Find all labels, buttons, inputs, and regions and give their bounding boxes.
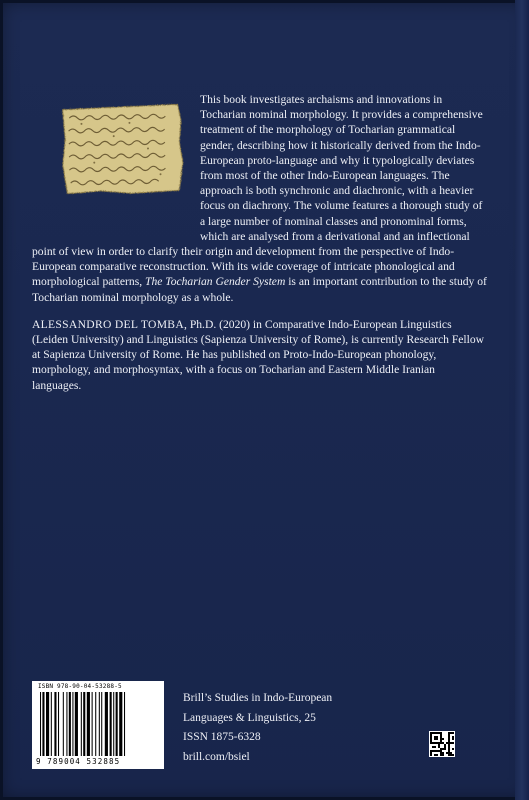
- series-info: [183, 689, 332, 767]
- author-bio-text: , Ph.D. (2020) in Comparative Indo-European Linguistics (Leiden University) and Linguistics (Sapienza University of Rome), is currently Research Fellow at Sapienza University of Rome. He has published on Proto-Indo-European phonology, morphology, and morphosyntax, with a focus on Tocharian and Eastern Middle Iranian languages.: [32, 317, 485, 392]
- issn: ISSN 1875-6328: [183, 731, 261, 743]
- author-name: ALESSANDRO DEL TOMBA: [32, 317, 185, 331]
- spine-edge: [515, 0, 529, 800]
- series-line-1: Brill’s Studies in Indo-European: [183, 692, 333, 704]
- image-wrap-spacer: [32, 92, 200, 242]
- series-url[interactable]: brill.com/bsiel: [183, 750, 250, 763]
- description-paragraph: [32, 92, 487, 305]
- barcode-bars: [40, 692, 156, 758]
- isbn-label: ISBN 978-90-04-53288-5: [38, 683, 122, 690]
- description-text-b: is an important contribution to the study of Tocharian nominal morphology as a whole.: [32, 275, 487, 304]
- blurb: [32, 92, 487, 393]
- description-text-a: This book investigates archaisms and innovations in Tocharian nominal morphology. It provides a comprehensive treatment of the morphology of Tocharian grammatical gender, describing how it historically derived from the Indo-European proto-language and why it typologically deviates from most of the other Indo-European languages. The approach is both synchronic and diachronic, with a heavier focus on diachrony. The volume features a thorough study of a large number of nominal classes and pronominal forms, which are analysed from a derivational and an inflectional point of view in order to clarify their origin and development from the perspective of Indo-European comparative reconstruction. With its wide coverage of intricate phonological and morphological patterns,: [32, 93, 483, 289]
- barcode-image: [32, 681, 164, 769]
- series-line-2: Languages & Linguistics, 25: [183, 711, 316, 724]
- qr-code-image: [429, 731, 455, 757]
- author-bio: [32, 317, 487, 393]
- book-title: The Tocharian Gender System: [145, 275, 286, 289]
- barcode-digits: 9 789004 532885: [36, 757, 121, 766]
